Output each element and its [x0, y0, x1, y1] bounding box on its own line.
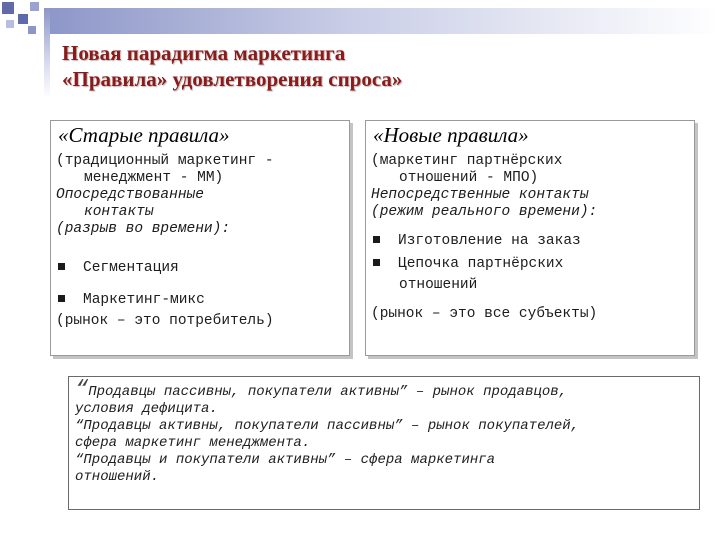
old-rules-text: (разрыв во времени):	[56, 221, 231, 237]
old-rules-text: Опосредствованные	[56, 187, 204, 203]
old-rules-panel	[50, 120, 350, 356]
old-rules-bullet	[50, 260, 350, 277]
market-types-quote-box	[68, 376, 700, 510]
new-rules-bullet-label: Цепочка партнёрских	[398, 256, 564, 272]
quote-line: “Продавцы активны, покупатели пассивны” – рынок покупателей,	[75, 418, 580, 434]
quote-line	[69, 377, 699, 402]
new-rules-bullet	[365, 233, 695, 250]
old-rules-footer: (рынок – это потребитель)	[56, 313, 274, 329]
deco-square	[28, 26, 36, 34]
bullet-square-icon	[373, 259, 380, 266]
old-rules-bullet-label: Сегментация	[83, 260, 179, 276]
bullet-square-icon	[58, 295, 65, 302]
new-rules-bullet	[365, 256, 695, 273]
slide-title	[62, 40, 702, 92]
header-gradient-bar	[44, 8, 720, 34]
side-gradient-bar	[44, 8, 50, 98]
new-rules-footer: (рынок – это все субъекты)	[371, 306, 598, 322]
old-rules-text: (традиционный маркетинг -	[56, 153, 274, 169]
deco-square	[6, 20, 14, 28]
new-rules-text: отношений - МПО)	[399, 170, 539, 186]
old-rules-text: менеджмент - ММ)	[84, 170, 224, 186]
new-rules-bullet-label: Изготовление на заказ	[398, 233, 581, 249]
bullet-square-icon	[58, 263, 65, 270]
new-rules-text: (режим реального времени):	[371, 204, 598, 220]
quote-line: сфера маркетинг менеджмента.	[75, 435, 311, 451]
old-rules-heading: «Старые правила»	[58, 123, 230, 147]
title-line-2: «Правила» удовлетворения спроса»	[62, 67, 403, 91]
old-rules-text: контакты	[84, 204, 154, 220]
new-rules-panel	[365, 120, 695, 356]
quote-line: “Продавцы и покупатели активны” – сфера маркетинга	[75, 452, 496, 468]
new-rules-heading: «Новые правила»	[373, 123, 529, 147]
bullet-square-icon	[373, 236, 380, 243]
new-rules-text: Непосредственные контакты	[371, 187, 589, 203]
old-rules-bullet	[50, 292, 350, 309]
quote-line: отношений.	[75, 469, 160, 485]
quote-line: условия дефицита.	[75, 401, 218, 417]
deco-square	[18, 14, 28, 24]
old-rules-bullet-label: Маркетинг-микс	[83, 292, 205, 308]
new-rules-bullet-continuation: отношений	[399, 277, 478, 293]
quote-line-text: Продавцы пассивны, покупатели активны” – рынок продавцов,	[88, 384, 568, 400]
open-quote-mark: “	[75, 377, 89, 402]
deco-square	[30, 2, 39, 11]
new-rules-text: (маркетинг партнёрских	[371, 153, 563, 169]
title-line-1: Новая парадигма маркетинга	[62, 41, 346, 65]
deco-square	[2, 2, 14, 14]
